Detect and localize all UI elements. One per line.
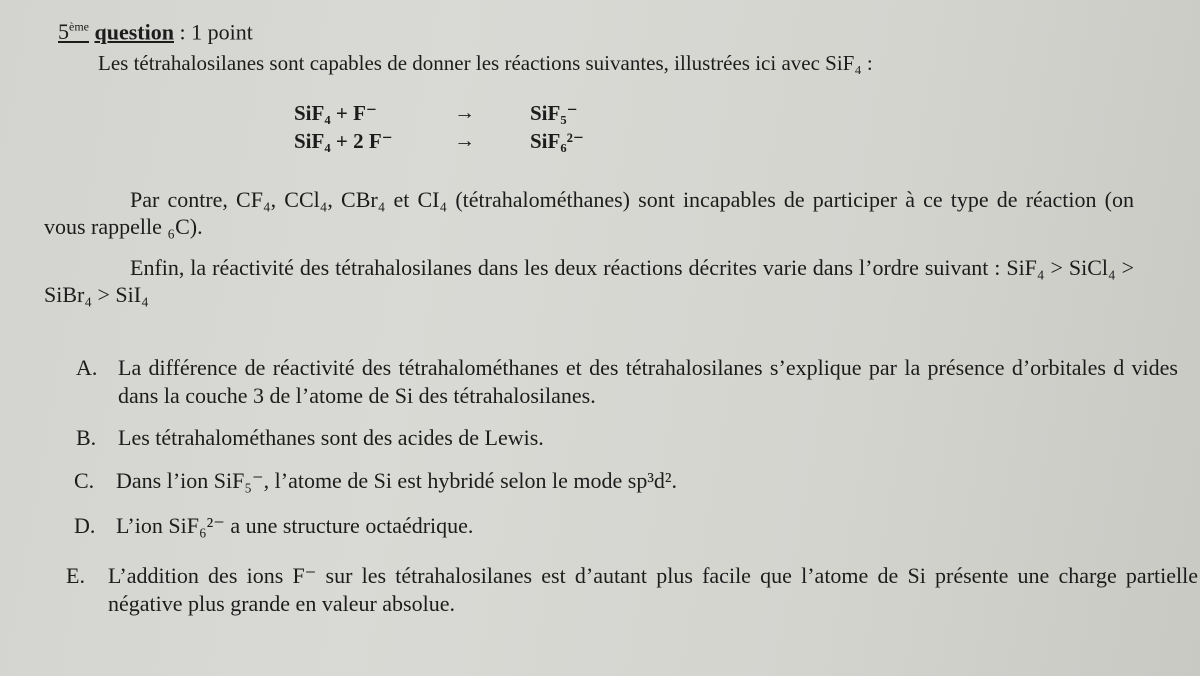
- question-heading: [58, 14, 253, 45]
- reaction-arrow-icon: →: [454, 128, 475, 152]
- option-e-letter: E.: [66, 563, 85, 588]
- option-e-text: L’addition des ions F⁻ sur les tétrahalosilanes est d’autant plus facile que l’atome de Si présente une charge partielle négative plus grande en valeur absolue.: [108, 563, 1198, 616]
- option-d-text: L’ion SiF₆²⁻ a une structure octaédrique.: [116, 513, 474, 538]
- option-a-text: La différence de réactivité des tétrahalométhanes et des tétrahalosilanes s’explique par la présence d’orbitales d vides dans la couche 3 de l’atome de Si des tétrahalosilanes.: [118, 355, 1178, 408]
- question-number-suffix: ème: [69, 20, 89, 34]
- reaction-1: [294, 100, 654, 128]
- option-a-letter: A.: [76, 355, 98, 380]
- paragraph-tetrahalomethanes: Par contre, CF₄, CCl₄, CBr₄ et CI₄ (tétrahalométhanes) sont incapables de participer à ce type de réaction (on vous rappelle ₆C).: [44, 187, 1134, 239]
- reaction-2-rhs: SiF₆²⁻: [530, 129, 585, 153]
- option-c-text: Dans l’ion SiF₅⁻, l’atome de Si est hybridé selon le mode sp³d².: [116, 468, 678, 493]
- reaction-1-lhs: SiF₄ + F⁻: [294, 101, 378, 125]
- option-d-letter: D.: [74, 513, 96, 538]
- question-points: : 1 point: [179, 19, 253, 45]
- reaction-arrow-icon: →: [454, 100, 475, 124]
- intro-text: Les tétrahalosilanes sont capables de donner les réactions suivantes, illustrées ici avec SiF₄ :: [98, 51, 873, 75]
- reaction-1-rhs: SiF₅⁻: [530, 101, 578, 125]
- paragraph-reactivity-order: Enfin, la réactivité des tétrahalosilanes dans les deux réactions décrites varie dans l’ordre suivant : SiF₄ > SiCl₄ > SiBr₄ > SiI₄: [44, 255, 1134, 307]
- option-b-letter: B.: [76, 425, 97, 450]
- option-c-letter: C.: [74, 468, 95, 493]
- option-b-text: Les tétrahalométhanes sont des acides de Lewis.: [118, 425, 544, 450]
- question-number: 5ème: [58, 19, 89, 45]
- reaction-2: [294, 128, 654, 156]
- reaction-2-lhs: SiF₄ + 2 F⁻: [294, 129, 393, 153]
- question-label: question: [94, 19, 174, 45]
